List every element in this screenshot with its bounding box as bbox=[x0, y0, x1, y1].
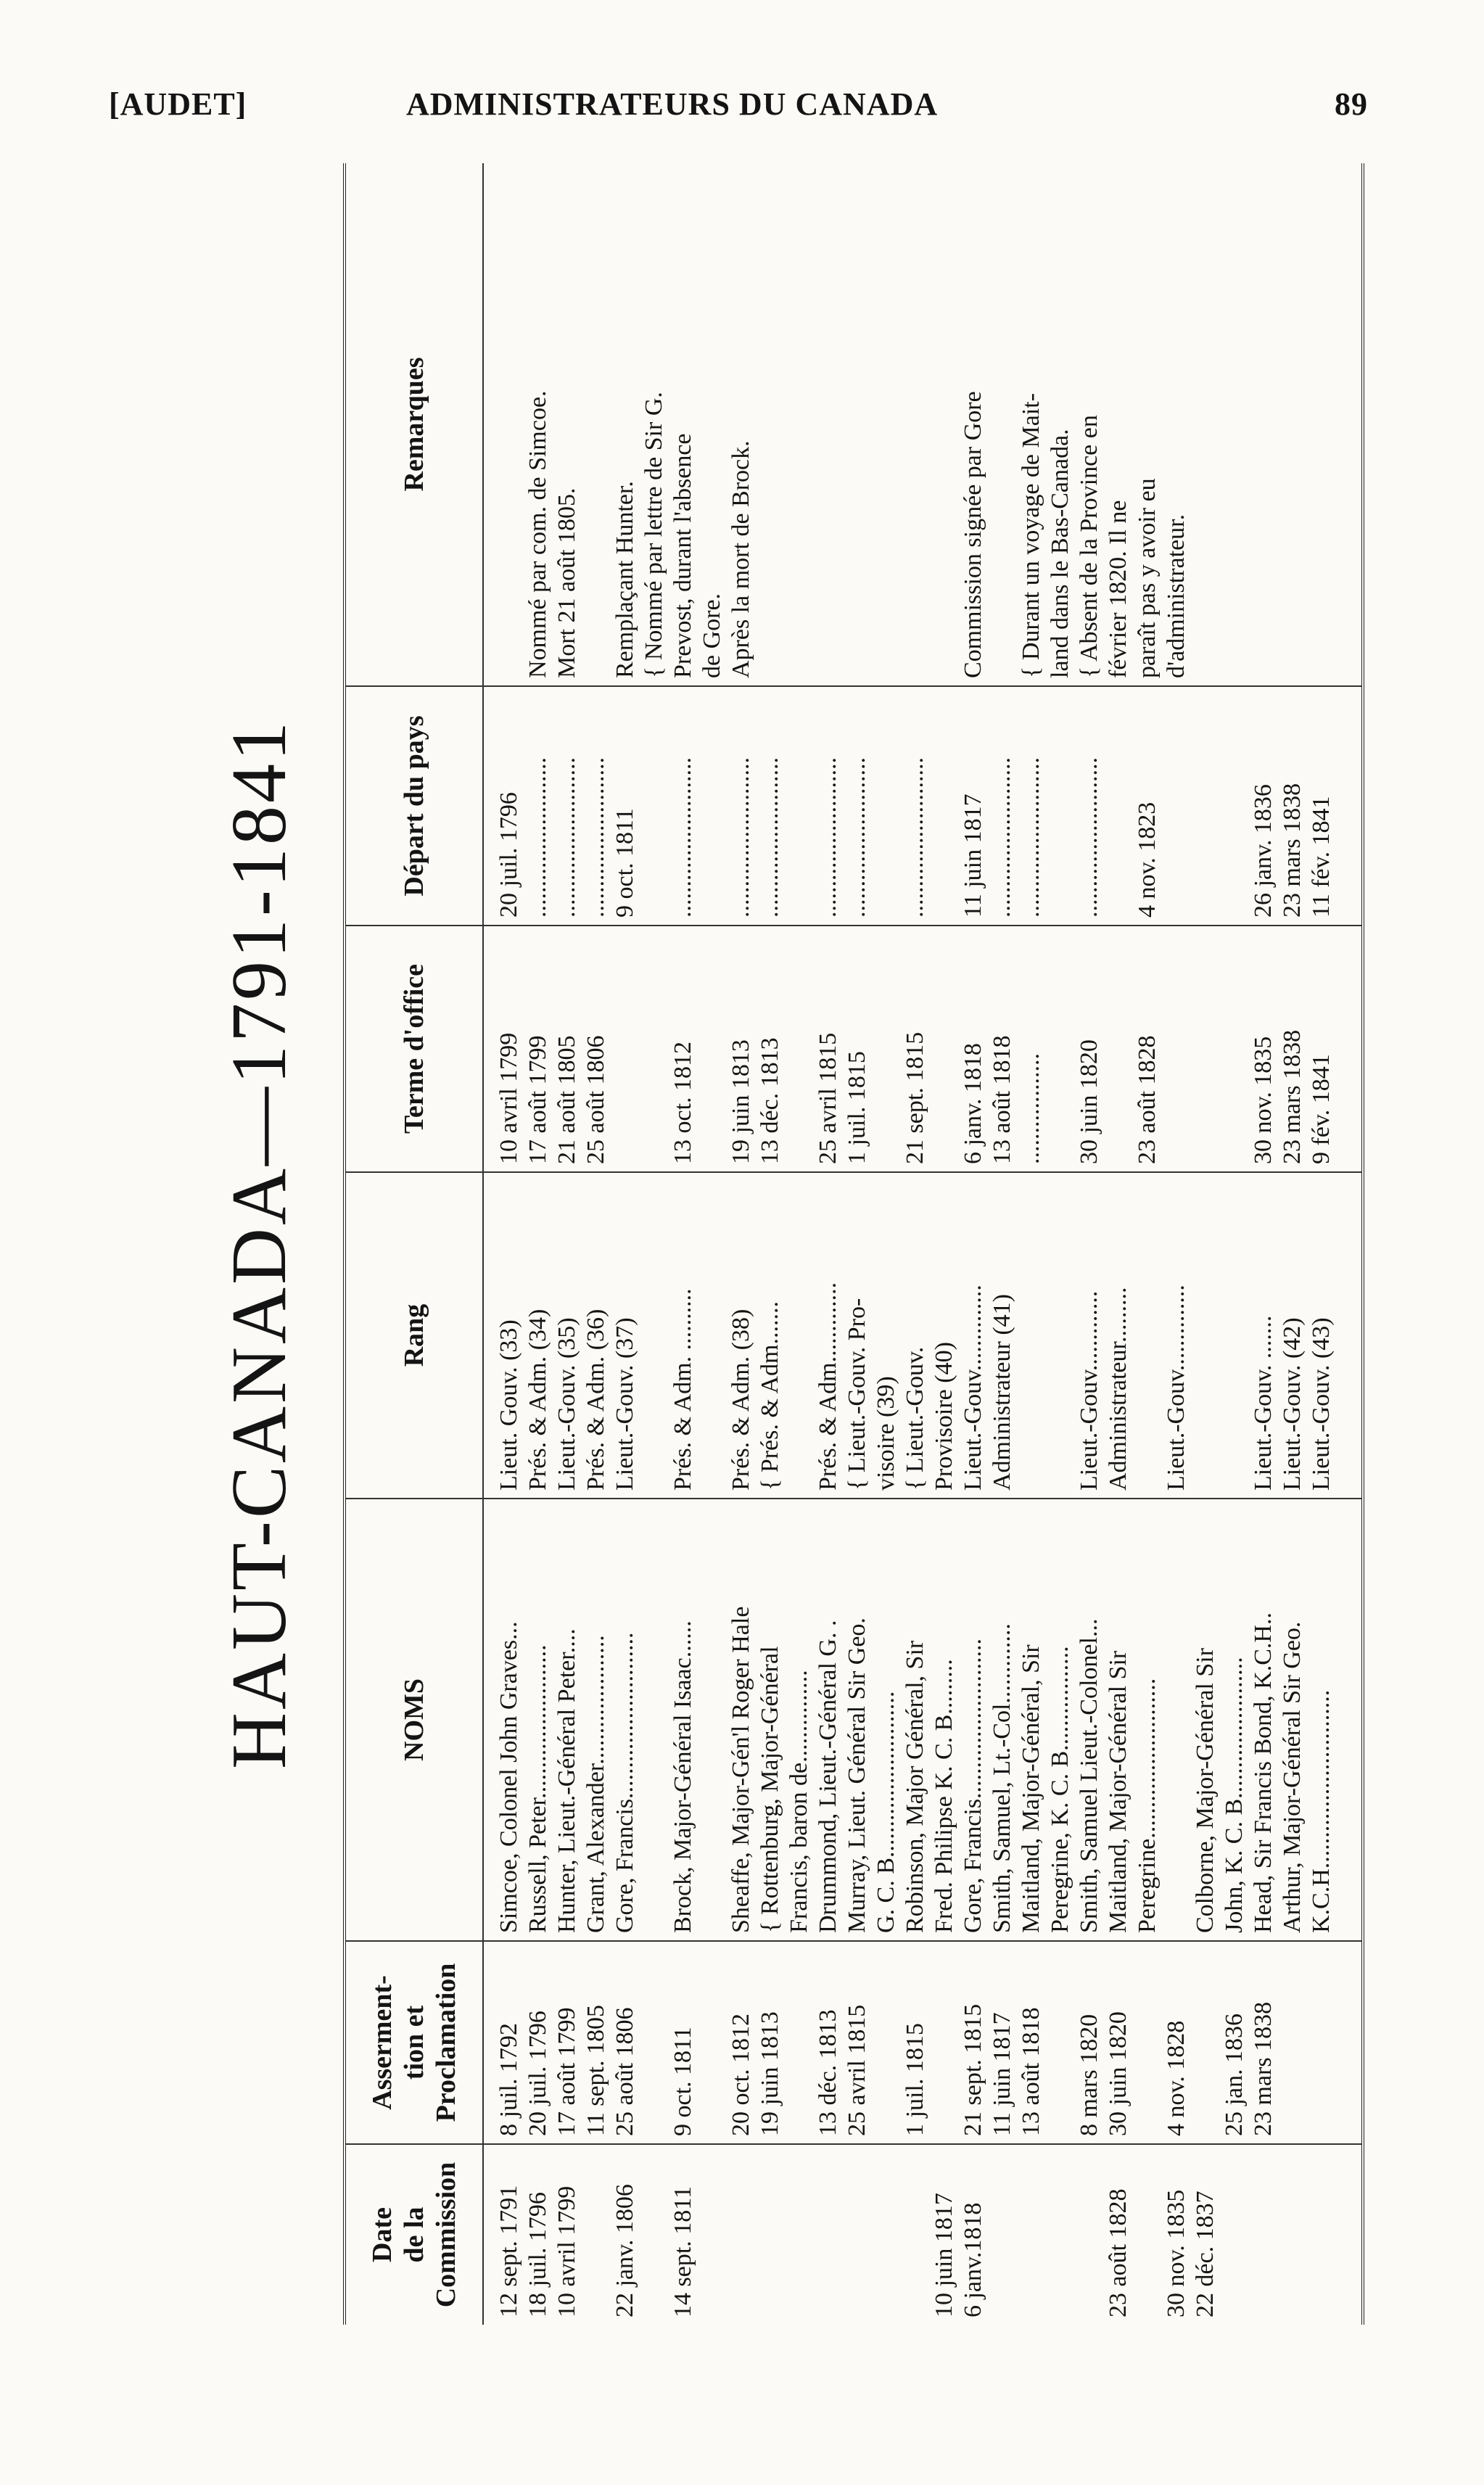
table-cell-line bbox=[930, 1942, 959, 2143]
table-cell-line: Prés. & Adm. (38) bbox=[727, 1309, 754, 1491]
table-cell-line: Arthur, Major-Général Sir Geo. bbox=[1279, 1621, 1306, 1933]
rotated-table-page bbox=[202, 163, 1362, 2325]
table-cell-line bbox=[582, 2145, 611, 2325]
table-cell-line bbox=[1191, 926, 1220, 1171]
table-cell-line: 30 juin 1820 bbox=[1076, 1039, 1102, 1164]
table-cell-line: { Durant un voyage de Mait- bbox=[1018, 392, 1044, 678]
table-cell-line: 25 août 1806 bbox=[611, 2007, 638, 2136]
table-cell-line bbox=[1017, 1173, 1046, 1498]
table-cell-line: 26 janv. 1836 bbox=[1250, 784, 1277, 918]
table-cell-line: 17 août 1799 bbox=[524, 1035, 551, 1164]
column-body-rang bbox=[495, 1173, 1361, 1498]
table-cell-line: Smith, Samuel, Lt.-Col............. bbox=[989, 1623, 1015, 1933]
table-cell-line bbox=[872, 687, 901, 925]
table-cell-line: Prés. & Adm............. bbox=[815, 1282, 841, 1491]
table-cell-line bbox=[1104, 926, 1133, 1171]
table-cell-line: 10 avril 1799 bbox=[495, 1032, 522, 1164]
table-cell-line bbox=[698, 1173, 727, 1498]
table-cell-line bbox=[1133, 1173, 1162, 1498]
table-cell-line: 11 sept. 1805 bbox=[582, 2004, 609, 2136]
table-cell-line: Murray, Lieut. Général Sir Geo. bbox=[844, 1617, 870, 1933]
table-cell-line: .......................... bbox=[815, 757, 841, 918]
column-body-remarques bbox=[495, 163, 1361, 685]
table-cell-line: .......................... bbox=[1076, 757, 1102, 918]
table-cell-line: { Prés. & Adm....... bbox=[757, 1301, 783, 1491]
table-cell-line: 25 août 1806 bbox=[582, 1035, 609, 1164]
table-cell-line: 23 mars 1838 bbox=[1279, 783, 1306, 918]
table-cell-line: 22 janv. 1806 bbox=[611, 2184, 638, 2317]
table-cell-line: Head, Sir Francis Bond, K.C.H.. bbox=[1250, 1612, 1277, 1933]
table-cell-line: 30 nov. 1835 bbox=[1163, 2189, 1190, 2317]
table-cell-line bbox=[582, 163, 611, 685]
table-cell-line: 13 déc. 1813 bbox=[815, 2009, 841, 2136]
table-cell-line bbox=[698, 1942, 727, 2143]
table-cell-line bbox=[1046, 1942, 1075, 2143]
table-cell-line: Après la mort de Brock. bbox=[727, 440, 754, 678]
column-date bbox=[346, 2143, 1361, 2325]
column-depart bbox=[346, 685, 1361, 925]
table-cell-line: 25 jan. 1836 bbox=[1221, 2013, 1248, 2136]
column-noms bbox=[346, 1498, 1361, 1940]
table-cell-line: .......................... bbox=[844, 757, 870, 918]
table-cell-line bbox=[1046, 1173, 1075, 1498]
column-body-terme bbox=[495, 926, 1361, 1171]
table-cell-line: .......................... bbox=[524, 757, 551, 918]
table-cell-line: Grant, Alexander..................... bbox=[582, 1635, 609, 1933]
column-header-terme: Terme d'office bbox=[346, 926, 484, 1171]
column-rang bbox=[346, 1171, 1361, 1498]
table-cell-line: 14 sept. 1811 bbox=[669, 2185, 696, 2317]
table-cell-line: 23 mars 1838 bbox=[1279, 1029, 1306, 1164]
table-cell-line bbox=[756, 2145, 785, 2325]
table-cell-line bbox=[698, 1499, 727, 1940]
table-cell-line bbox=[872, 163, 901, 685]
table-cell-line: 12 sept. 1791 bbox=[495, 2185, 522, 2317]
table-cell-line: 25 avril 1815 bbox=[815, 1032, 841, 1164]
table-cell-line bbox=[640, 1942, 669, 2143]
table-cell-line bbox=[901, 2145, 930, 2325]
column-remarques bbox=[346, 163, 1361, 685]
table-cell-line bbox=[901, 163, 930, 685]
table-cell-line: Lieut.-Gouv. (42) bbox=[1279, 1317, 1306, 1491]
table-cell-line: Mort 21 août 1805. bbox=[553, 487, 580, 678]
table-cell-line: .......................... bbox=[757, 757, 783, 918]
table-cell-line: 20 oct. 1812 bbox=[727, 2013, 754, 2136]
table-cell-line: paraît pas y avoir eu bbox=[1134, 478, 1161, 678]
table-cell-line bbox=[988, 163, 1017, 685]
table-cell-line: 23 août 1828 bbox=[1134, 1035, 1161, 1164]
table-cell-line: Peregrine.......................... bbox=[1134, 1678, 1161, 1933]
table-cell-line bbox=[872, 926, 901, 1171]
table-cell-line: 20 juil. 1796 bbox=[524, 2011, 551, 2136]
table-cell-line: 1 juil. 1815 bbox=[902, 2023, 928, 2136]
table-cell-line: 25 avril 1815 bbox=[844, 2004, 870, 2136]
table-cell-line: Provisoire (40) bbox=[931, 1342, 957, 1491]
table-cell-line: .......................... bbox=[989, 757, 1015, 918]
table-cell-line: Sheaffe, Major-Gén'l Roger Hale bbox=[727, 1606, 754, 1933]
table-cell-line: .......................... bbox=[553, 757, 580, 918]
table-cell-line: 23 août 1828 bbox=[1105, 2188, 1131, 2317]
table-cell-line bbox=[814, 163, 843, 685]
table-cell-line: 8 juil. 1792 bbox=[495, 2023, 522, 2136]
table-cell-line bbox=[1046, 687, 1075, 925]
table-cell-line: 10 juin 1817 bbox=[931, 2193, 957, 2317]
running-head bbox=[0, 86, 1484, 129]
table-cell-line bbox=[1162, 687, 1191, 925]
table-cell-line bbox=[1104, 687, 1133, 925]
table-cell-line bbox=[640, 926, 669, 1171]
table-cell-line bbox=[1133, 2145, 1162, 2325]
table-cell-line: Lieut.-Gouv.............. bbox=[960, 1285, 986, 1491]
table-cell-line: 9 oct. 1811 bbox=[611, 808, 638, 918]
table-cell-line: Fred. Philipse K. C. B......... bbox=[931, 1659, 957, 1933]
administrators-table bbox=[343, 163, 1364, 2325]
table-cell-line bbox=[1191, 687, 1220, 925]
table-cell-line: 6 janv. 1818 bbox=[960, 1043, 986, 1164]
table-cell-line: Gore, Francis........................... bbox=[611, 1632, 638, 1933]
column-body-date bbox=[495, 2145, 1361, 2325]
table-cell-line: 20 juil. 1796 bbox=[495, 792, 522, 918]
table-cell-line: Prés. & Adm. (34) bbox=[524, 1309, 551, 1491]
table-cell-line: .......................... bbox=[902, 757, 928, 918]
table-cell-line: Prevost, durant l'absence bbox=[669, 433, 696, 678]
table-cell-line: Lieut.-Gouv. (35) bbox=[553, 1317, 580, 1491]
table-cell-line: 8 mars 1820 bbox=[1076, 2014, 1102, 2136]
table-cell-line bbox=[843, 163, 872, 685]
table-cell-line bbox=[611, 926, 640, 1171]
table-cell-line: 21 sept. 1815 bbox=[902, 1031, 928, 1164]
table-cell-line: .......................... bbox=[727, 757, 754, 918]
table-cell-line: Lieut.-Gouv.............. bbox=[1163, 1285, 1190, 1491]
table-cell-line: d'administrateur. bbox=[1163, 514, 1190, 678]
table-cell-line: Simcoe, Colonel John Graves... bbox=[495, 1621, 522, 1933]
table-cell-line: .......................... bbox=[582, 757, 609, 918]
table-cell-line bbox=[698, 926, 727, 1171]
table-cell-line: Commission signée par Gore bbox=[960, 391, 986, 678]
table-cell-line bbox=[1220, 1173, 1249, 1498]
table-cell-line: .......................... bbox=[669, 757, 696, 918]
table-cell-line: G. C. B........................... bbox=[873, 1691, 899, 1933]
table-title: HAUT-CANADA—1791-1841 bbox=[216, 719, 302, 1769]
table-cell-line: 11 juin 1817 bbox=[989, 2012, 1015, 2136]
author-tag: [AUDET] bbox=[109, 86, 247, 122]
table-cell-line bbox=[988, 2145, 1017, 2325]
table-cell-line: Hunter, Lieut.-Général Peter.... bbox=[553, 1628, 580, 1933]
table-cell-line: visoire (39) bbox=[873, 1376, 899, 1491]
table-cell-line: .................. bbox=[1018, 1053, 1044, 1164]
table-cell-line bbox=[1220, 687, 1249, 925]
table-cell-line bbox=[1046, 926, 1075, 1171]
table-cell-line: { Absent de la Province en bbox=[1076, 415, 1102, 678]
table-cell-line bbox=[1191, 1942, 1220, 2143]
table-cell-line: 21 août 1805 bbox=[553, 1035, 580, 1164]
table-cell-line bbox=[785, 1942, 814, 2143]
table-cell-line: de Gore. bbox=[698, 593, 725, 678]
table-cell-line: 4 nov. 1828 bbox=[1163, 2020, 1190, 2136]
table-cell-line bbox=[930, 163, 959, 685]
table-cell-line: Lieut. Gouv. (33) bbox=[495, 1319, 522, 1491]
table-cell-line bbox=[640, 1499, 669, 1940]
table-cell-line: Drummond, Lieut.-Général G. . bbox=[815, 1620, 841, 1933]
table-cell-line: 18 juil. 1796 bbox=[524, 2192, 551, 2317]
column-header-rang: Rang bbox=[346, 1173, 484, 1498]
page-number: 89 bbox=[1335, 86, 1368, 122]
table-cell-line bbox=[872, 1942, 901, 2143]
table-cell-line: land dans le Bas-Canada. bbox=[1047, 429, 1073, 678]
column-body-noms bbox=[495, 1499, 1361, 1940]
table-cell-line bbox=[698, 2145, 727, 2325]
table-cell-line: 17 août 1799 bbox=[553, 2007, 580, 2136]
table-cell-line: 30 nov. 1835 bbox=[1250, 1036, 1277, 1164]
column-terme bbox=[346, 925, 1361, 1171]
table-cell-line: février 1820. Il ne bbox=[1105, 500, 1131, 678]
table-cell-line: 23 mars 1838 bbox=[1250, 2001, 1277, 2136]
table-cell-line bbox=[756, 163, 785, 685]
table-cell-line bbox=[640, 2145, 669, 2325]
column-header-date: Date de la Commission bbox=[346, 2145, 484, 2325]
table-cell-line bbox=[1075, 2145, 1104, 2325]
table-cell-line bbox=[727, 2145, 756, 2325]
running-title: ADMINISTRATEURS DU CANADA bbox=[406, 86, 939, 122]
table-cell-line: Lieut.-Gouv. (37) bbox=[611, 1317, 638, 1491]
table-cell-line: 1 juil. 1815 bbox=[844, 1051, 870, 1164]
column-header-remarques: Remarques bbox=[346, 163, 484, 685]
table-cell-line bbox=[930, 687, 959, 925]
table-cell-line bbox=[1162, 926, 1191, 1171]
table-cell-line: .......................... bbox=[1018, 757, 1044, 918]
table-cell-line bbox=[640, 1173, 669, 1498]
table-cell-line: Colborne, Major-Général Sir bbox=[1192, 1647, 1219, 1933]
column-header-depart: Départ du pays bbox=[346, 687, 484, 925]
table-cell-line: 10 avril 1799 bbox=[553, 2185, 580, 2317]
table-cell-line: Peregrine, K. C. B................. bbox=[1047, 1646, 1073, 1933]
table-cell-line bbox=[785, 926, 814, 1171]
table-cell-line: John, K. C. B....................... bbox=[1221, 1657, 1248, 1933]
table-cell-line: 11 juin 1817 bbox=[960, 794, 986, 918]
table-cell-line bbox=[785, 163, 814, 685]
column-assermentation bbox=[346, 1940, 1361, 2143]
table-cell-line: 13 oct. 1812 bbox=[669, 1041, 696, 1164]
table-cell-line bbox=[843, 2145, 872, 2325]
table-cell-line: Maitland, Major-Général Sir bbox=[1105, 1650, 1131, 1933]
table-cell-line bbox=[640, 687, 669, 925]
table-cell-line: 9 oct. 1811 bbox=[669, 2027, 696, 2136]
table-cell-line: { Nommé par lettre de Sir G. bbox=[640, 392, 667, 678]
table-cell-line bbox=[1133, 1942, 1162, 2143]
table-cell-line: Prés. & Adm. .......... bbox=[669, 1288, 696, 1491]
table-cell-line: Maitland, Major-Général, Sir bbox=[1018, 1644, 1044, 1933]
table-cell-line: 6 janv.1818 bbox=[960, 2202, 986, 2317]
column-header-assermentation: Asserment- tion et Proclamation bbox=[346, 1942, 484, 2143]
table-cell-line: 21 sept. 1815 bbox=[960, 2003, 986, 2136]
table-cell-line bbox=[1046, 2145, 1075, 2325]
table-cell-line bbox=[698, 687, 727, 925]
table-cell-line bbox=[785, 1173, 814, 1498]
table-cell-line bbox=[785, 2145, 814, 2325]
table-cell-line: Lieut.-Gouv............. bbox=[1076, 1290, 1102, 1491]
table-cell-line: Russell, Peter......................... bbox=[524, 1644, 551, 1933]
column-header-noms: NOMS bbox=[346, 1499, 484, 1940]
table-cell-line: Francis, baron de............... bbox=[786, 1670, 812, 1933]
table-cell-line: Lieut.-Gouv. (43) bbox=[1308, 1317, 1335, 1491]
table-cell-line: Gore, Francis.......................... bbox=[960, 1638, 986, 1933]
table-cell-line: 22 déc. 1837 bbox=[1192, 2191, 1219, 2317]
table-cell-line: Administrateur......... bbox=[1105, 1287, 1131, 1491]
table-cell-line: 4 nov. 1823 bbox=[1134, 801, 1161, 918]
table-cell-line: { Lieut.-Gouv. bbox=[902, 1346, 928, 1491]
table-cell-line bbox=[872, 2145, 901, 2325]
table-cell-line: 9 fév. 1841 bbox=[1308, 1054, 1335, 1164]
column-body-depart bbox=[495, 687, 1361, 925]
table-cell-line bbox=[1191, 1173, 1220, 1498]
table-cell-line: Administrateur (41) bbox=[989, 1294, 1015, 1491]
table-cell-line bbox=[495, 163, 524, 685]
table-cell-line: 13 août 1818 bbox=[1018, 2007, 1044, 2136]
table-cell-line: 19 juin 1813 bbox=[727, 1039, 754, 1164]
table-cell-line: { Rottenburg, Major-Général bbox=[757, 1646, 783, 1933]
table-cell-line bbox=[1017, 2145, 1046, 2325]
column-body-assermentation bbox=[495, 1942, 1361, 2143]
table-cell-line: Prés. & Adm. (36) bbox=[582, 1309, 609, 1491]
table-cell-line: Lieut.-Gouv. ....... bbox=[1250, 1315, 1277, 1491]
table-cell-line: 13 août 1818 bbox=[989, 1035, 1015, 1164]
table-cell-line: K.C.H............................. bbox=[1308, 1689, 1335, 1933]
table-cell-line bbox=[785, 687, 814, 925]
table-cell-line bbox=[1220, 926, 1249, 1171]
table-cell-line: Brock, Major-Général Isaac...... bbox=[669, 1620, 696, 1933]
table-cell-line bbox=[1162, 1499, 1191, 1940]
table-cell-line: Remplaçant Hunter. bbox=[611, 481, 638, 678]
table-cell-line: 19 juin 1813 bbox=[757, 2011, 783, 2136]
table-cell-line: { Lieut.-Gouv. Pro- bbox=[844, 1298, 870, 1491]
table-cell-line bbox=[814, 2145, 843, 2325]
table-cell-line: Nommé par com. de Simcoe. bbox=[524, 390, 551, 678]
table-cell-line: 30 juin 1820 bbox=[1105, 2011, 1131, 2136]
table-cell-line: Smith, Samuel Lieut.-Colonel... bbox=[1076, 1618, 1102, 1933]
table-cell-line: 13 déc. 1813 bbox=[757, 1037, 783, 1164]
table-cell-line: 11 fév. 1841 bbox=[1308, 796, 1335, 918]
table-cell-line bbox=[930, 926, 959, 1171]
table-cell-line: Robinson, Major Général, Sir bbox=[902, 1640, 928, 1933]
